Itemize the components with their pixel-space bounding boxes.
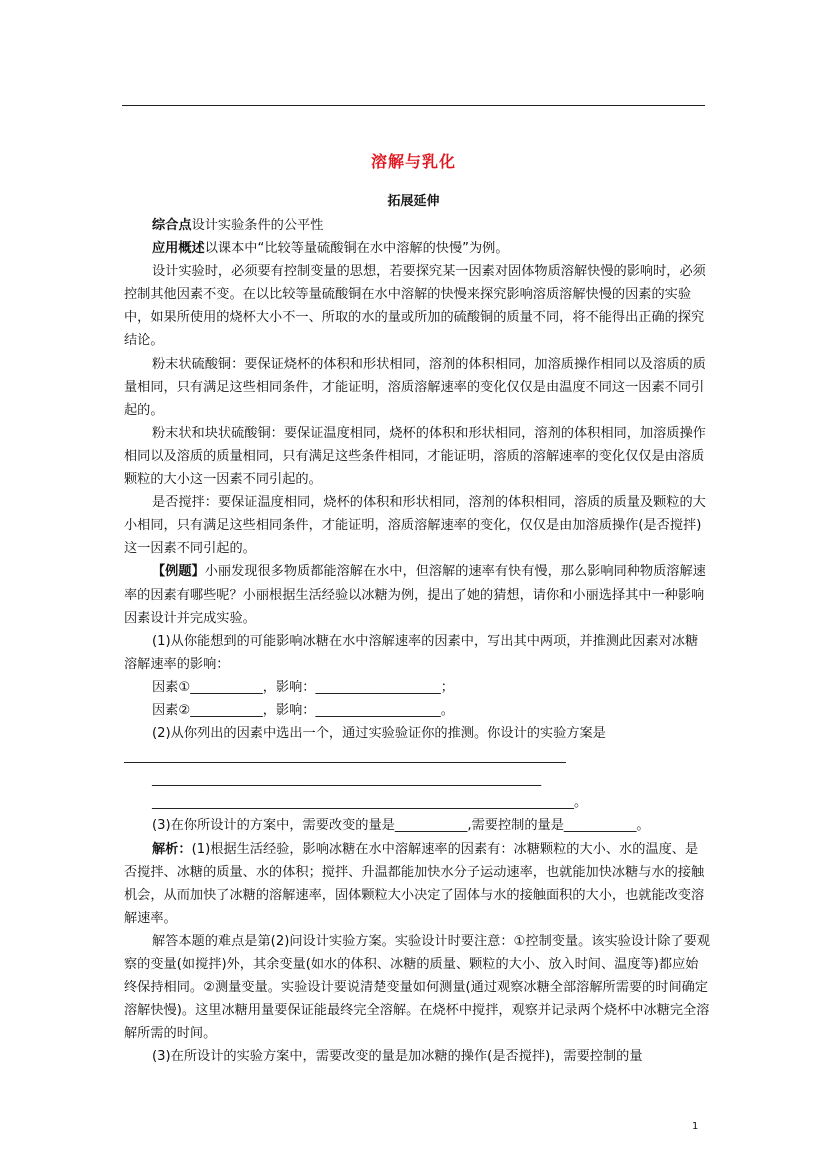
analysis-label: 解析： bbox=[152, 841, 192, 857]
question-1: (1)从你能想到的可能影响冰糖在水中溶解速率的因素中，写出其中两项，并推测此因素对冰糖溶解速率的影响： bbox=[124, 633, 699, 672]
header-rule bbox=[122, 105, 705, 106]
overview-text: 以课本中“比较等量硫酸铜在水中溶解的快慢”为例。 bbox=[204, 241, 509, 257]
paragraph: 设计实验时，必须要有控制变量的思想，若要探究某一因素对固体物质溶解快慢的影响时，必须控制其他因素不变。在以比较等量硫酸铜在水中溶解的快慢来探究影响溶质溶解快慢的因素的实验中，如果所使用的烧杯大小不一、所取的水的量或所加的硫酸铜的质量不同，将不能得出正确的探究结论。 bbox=[124, 264, 706, 349]
document-title: 溶解与乳化 bbox=[370, 152, 456, 171]
example-label: 【例题】 bbox=[152, 564, 205, 580]
page-number: 1 bbox=[692, 1121, 699, 1132]
question-3: (3)在你所设计的方案中，需要改变的量是___________,需要控制的量是___________。 bbox=[152, 818, 650, 834]
overview-label: 应用概述 bbox=[152, 241, 205, 257]
factor-1-line: 因素①___________，影响：___________________； bbox=[152, 679, 454, 695]
topic-label: 综合点 bbox=[152, 218, 192, 233]
paragraph: 是否搅拌：要保证温度相同，烧杯的体积和形状相同，溶剂的体积相同，溶质的质量及颗粒的大小相同，只有满足这些相同条件，才能证明，溶质溶解速率的变化，仅仅是由加溶质操作(是否搅拌)这一因素不同引起的。 bbox=[124, 495, 706, 557]
factor-2-line: 因素②___________，影响：___________________。 bbox=[152, 702, 454, 718]
answer-blank-line: ________________________________________________________________。 bbox=[152, 795, 588, 811]
analysis-text: (1)根据生活经验，影响冰糖在水中溶解速率的因素有：冰糖颗粒的大小、水的温度、是否搅拌、冰糖的质量、水的体积；搅拌、升温都能加快水分子运动速率，也就能加快冰糖与水的接触机会，从而加快了冰糖的溶解速率，固体颗粒大小决定了固体与水的接触面积的大小，也就能改变溶解速率。 bbox=[124, 841, 705, 926]
answer-blank-line: ___________________________________________________________________ bbox=[124, 749, 566, 765]
document-body bbox=[124, 214, 710, 1068]
overview-line bbox=[124, 237, 710, 260]
topic-line bbox=[124, 214, 710, 237]
analysis-paragraph-2: 解答本题的难点是第(2)问设计实验方案。实验设计时要注意：①控制变量。该实验设计除了要观察的变量(如搅拌)外，其余变量(如水的体积、冰糖的质量、颗粒的大小、放入时间、温度等)都应始终保持相同。②测量变量。实验设计要说清楚变量如何测量(通过观察冰糖全部溶解所需要的时间确定溶解快慢)。这里冰糖用量要保证能最终完全溶解。在烧杯中搅拌，观察并记录两个烧杯中冰糖完全溶解所需的时间。 bbox=[124, 933, 710, 1042]
paragraph: 粉末状硫酸铜：要保证烧杯的体积和形状相同，溶剂的体积相同，加溶质操作相同以及溶质的质量相同，只有满足这些相同条件，才能证明，溶质溶解速率的变化仅仅是由温度不同这一因素不同引起的。 bbox=[124, 356, 706, 418]
question-2: (2)从你列出的因素中选出一个，通过实验验证你的推测。你设计的实验方案是 bbox=[152, 726, 606, 742]
example-paragraph bbox=[124, 560, 710, 629]
topic-text: 设计实验条件的公平性 bbox=[191, 218, 324, 233]
answer-blank-line: ___________________________________________________________ bbox=[152, 772, 542, 788]
example-text: 小丽发现很多物质都能溶解在水中，但溶解的速率有快有慢，那么影响同种物质溶解速率的因素有哪些呢？小丽根据生活经验以冰糖为例，提出了她的猜想，请你和小丽选择其中一种影响因素设计并完成实验。 bbox=[124, 564, 706, 626]
analysis-paragraph-3: (3)在所设计的实验方案中，需要改变的量是加冰糖的操作(是否搅拌)，需要控制的量 bbox=[152, 1049, 643, 1065]
paragraph: 粉末状和块状硫酸铜：要保证温度相同，烧杯的体积和形状相同，溶剂的体积相同，加溶质操作相同以及溶质的质量相同，只有满足这些条件相同，才能证明，溶质的溶解速率的变化仅仅是由溶质颗粒的大小这一因素不同引起的。 bbox=[124, 425, 706, 488]
section-subtitle: 拓展延伸 bbox=[387, 194, 440, 209]
analysis-paragraph bbox=[124, 838, 710, 930]
